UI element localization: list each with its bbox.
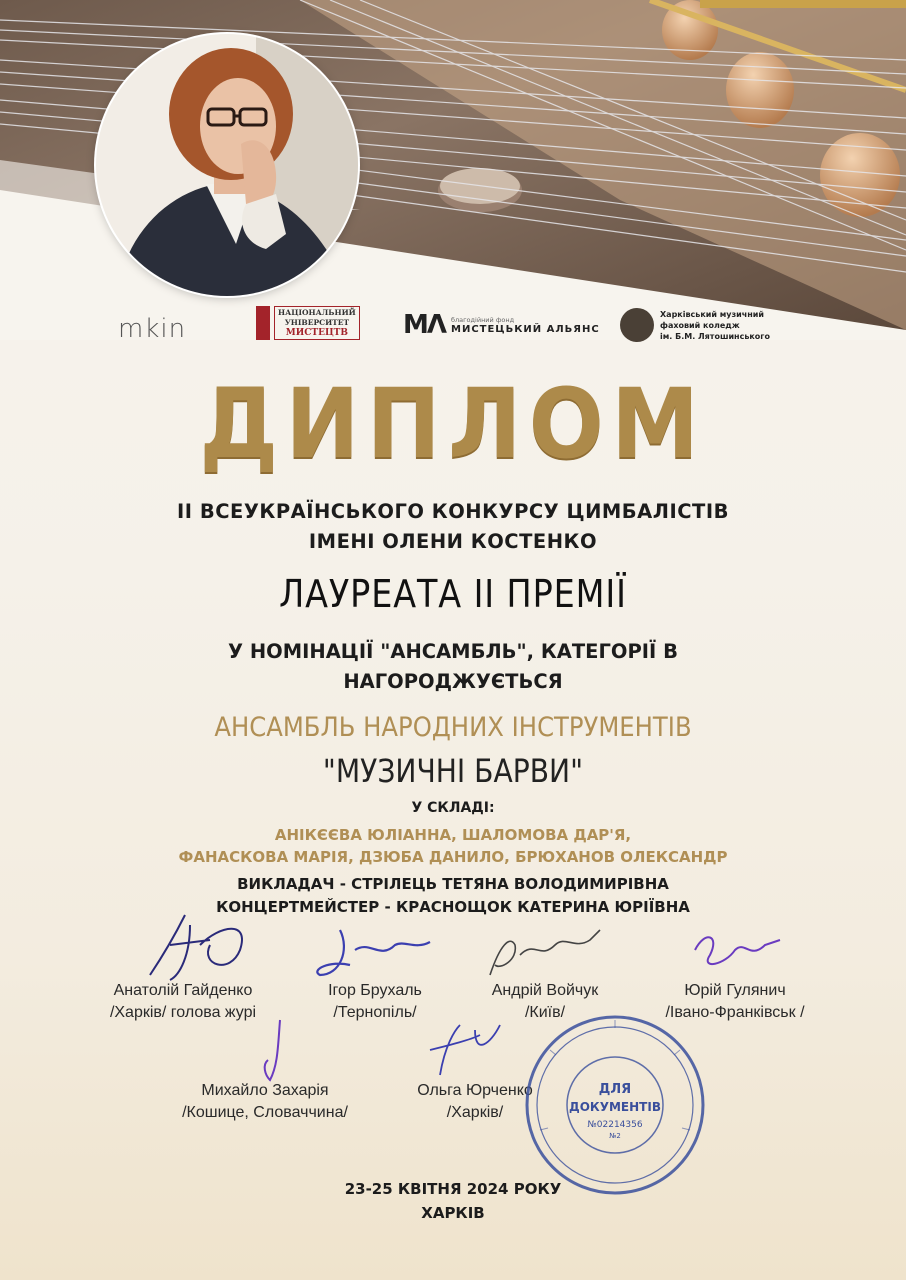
competition-line-1: ІІ ВСЕУКРАЇНСЬКОГО КОНКУРСУ ЦИМБАЛІСТІВ: [177, 500, 729, 523]
kharkiv-college-logo: [620, 308, 770, 342]
signature-hulianych: [685, 925, 785, 975]
jury-name: Анатолій Гайденко: [113, 982, 253, 999]
nuam-line: НАЦІОНАЛЬНИЙ: [278, 308, 356, 317]
jury-member: [150, 1080, 380, 1124]
ma-logo-name: МИСТЕЦЬКИЙ АЛЬЯНС: [451, 323, 600, 335]
official-stamp: [520, 1010, 710, 1200]
stamp-text-line-2: ДОКУМЕНТІВ: [569, 1100, 661, 1114]
jury-name: Ігор Брухаль: [328, 982, 422, 999]
members-line-2: ФАНАСКОВА МАРІЯ, ДЗЮБА ДАНИЛО, БРЮХАНОВ ОЛЕКСАНДР: [178, 848, 728, 866]
mkip-logo-text: mkin: [118, 314, 187, 344]
stamp-text-line-1: ДЛЯ: [598, 1082, 632, 1097]
stamp-number: №02214356: [587, 1120, 643, 1130]
college-line: ім. Б.М. Лятошинського: [660, 331, 770, 341]
nuam-line: МИСТЕЦТВ: [285, 328, 348, 338]
jury-place: /Харків/ голова журі: [109, 1004, 257, 1021]
ensemble-line-1: АНСАМБЛЬ НАРОДНИХ ІНСТРУМЕНТІВ: [214, 712, 692, 743]
signature-zakharia: [250, 1015, 300, 1085]
mystetskyi-alians-logo: [403, 310, 600, 340]
jury-name: Михайло Захарія: [201, 1082, 329, 1099]
partner-logos: [0, 300, 906, 360]
jury-name: Ольга Юрченко: [417, 1082, 533, 1099]
signature-haidenko: [140, 905, 260, 985]
nuam-logo-mark: [256, 306, 270, 340]
jury-member: [88, 980, 278, 1024]
composition-label: У СКЛАДІ:: [411, 800, 495, 816]
event-date: 23-25 КВІТНЯ 2024 РОКУ: [344, 1180, 562, 1198]
college-emblem-icon: [620, 308, 654, 342]
nuam-line: УНІВЕРСИТЕТ: [284, 318, 350, 327]
members-line-1: АНІКЄЄВА ЮЛІАННА, ШАЛОМОВА ДАР'Я,: [274, 826, 632, 844]
event-city: ХАРКІВ: [421, 1204, 485, 1222]
jury-name: Андрій Войчук: [491, 982, 599, 999]
portrait-photo: [96, 34, 358, 296]
jury-member: [300, 980, 450, 1024]
ma-logo-text: [451, 316, 600, 335]
laureate-title: ЛАУРЕАТА ІІ ПРЕМІЇ: [279, 572, 627, 616]
ma-logo-mark: MΛ: [403, 310, 445, 340]
signature-voichuk: [480, 915, 610, 985]
nuam-logo: [256, 306, 360, 340]
jury-place: /Київ/: [524, 1004, 566, 1021]
teacher-line: ВИКЛАДАЧ - СТРІЛЕЦЬ ТЕТЯНА ВОЛОДИМИРІВНА: [237, 875, 669, 893]
stamp-sub: №2: [609, 1132, 621, 1140]
portrait-image: [96, 34, 358, 296]
college-logo-text: [660, 309, 770, 342]
nomination-line-1: У НОМІНАЦІЇ "АНСАМБЛЬ", КАТЕГОРІЇ В: [228, 640, 678, 663]
ma-logo-small: благодійний фонд: [451, 315, 515, 324]
college-line: Харківський музичний: [660, 309, 764, 319]
diploma-title: ДИПЛОМ: [199, 368, 707, 480]
nuam-logo-text: [274, 306, 360, 340]
nomination-line-2: НАГОРОДЖУЄТЬСЯ: [343, 670, 563, 693]
college-line: фаховий коледж: [660, 320, 740, 330]
mkip-logo: [118, 314, 186, 344]
jury-place: /Тернопіль/: [333, 1004, 417, 1021]
jury-place: /Івано-Франківськ /: [665, 1004, 805, 1021]
signature-yurchenko: [420, 1015, 510, 1085]
accompanist-line: КОНЦЕРТМЕЙСТЕР - КРАСНОЩОК КАТЕРИНА ЮРІЇВНА: [216, 898, 690, 916]
competition-line-2: ІМЕНІ ОЛЕНИ КОСТЕНКО: [308, 530, 598, 553]
jury-place: /Кошице, Словаччина/: [182, 1104, 348, 1121]
jury-name: Юрій Гулянич: [684, 982, 786, 999]
jury-place: /Харків/: [446, 1104, 504, 1121]
ensemble-line-2: "МУЗИЧНІ БАРВИ": [322, 752, 584, 790]
